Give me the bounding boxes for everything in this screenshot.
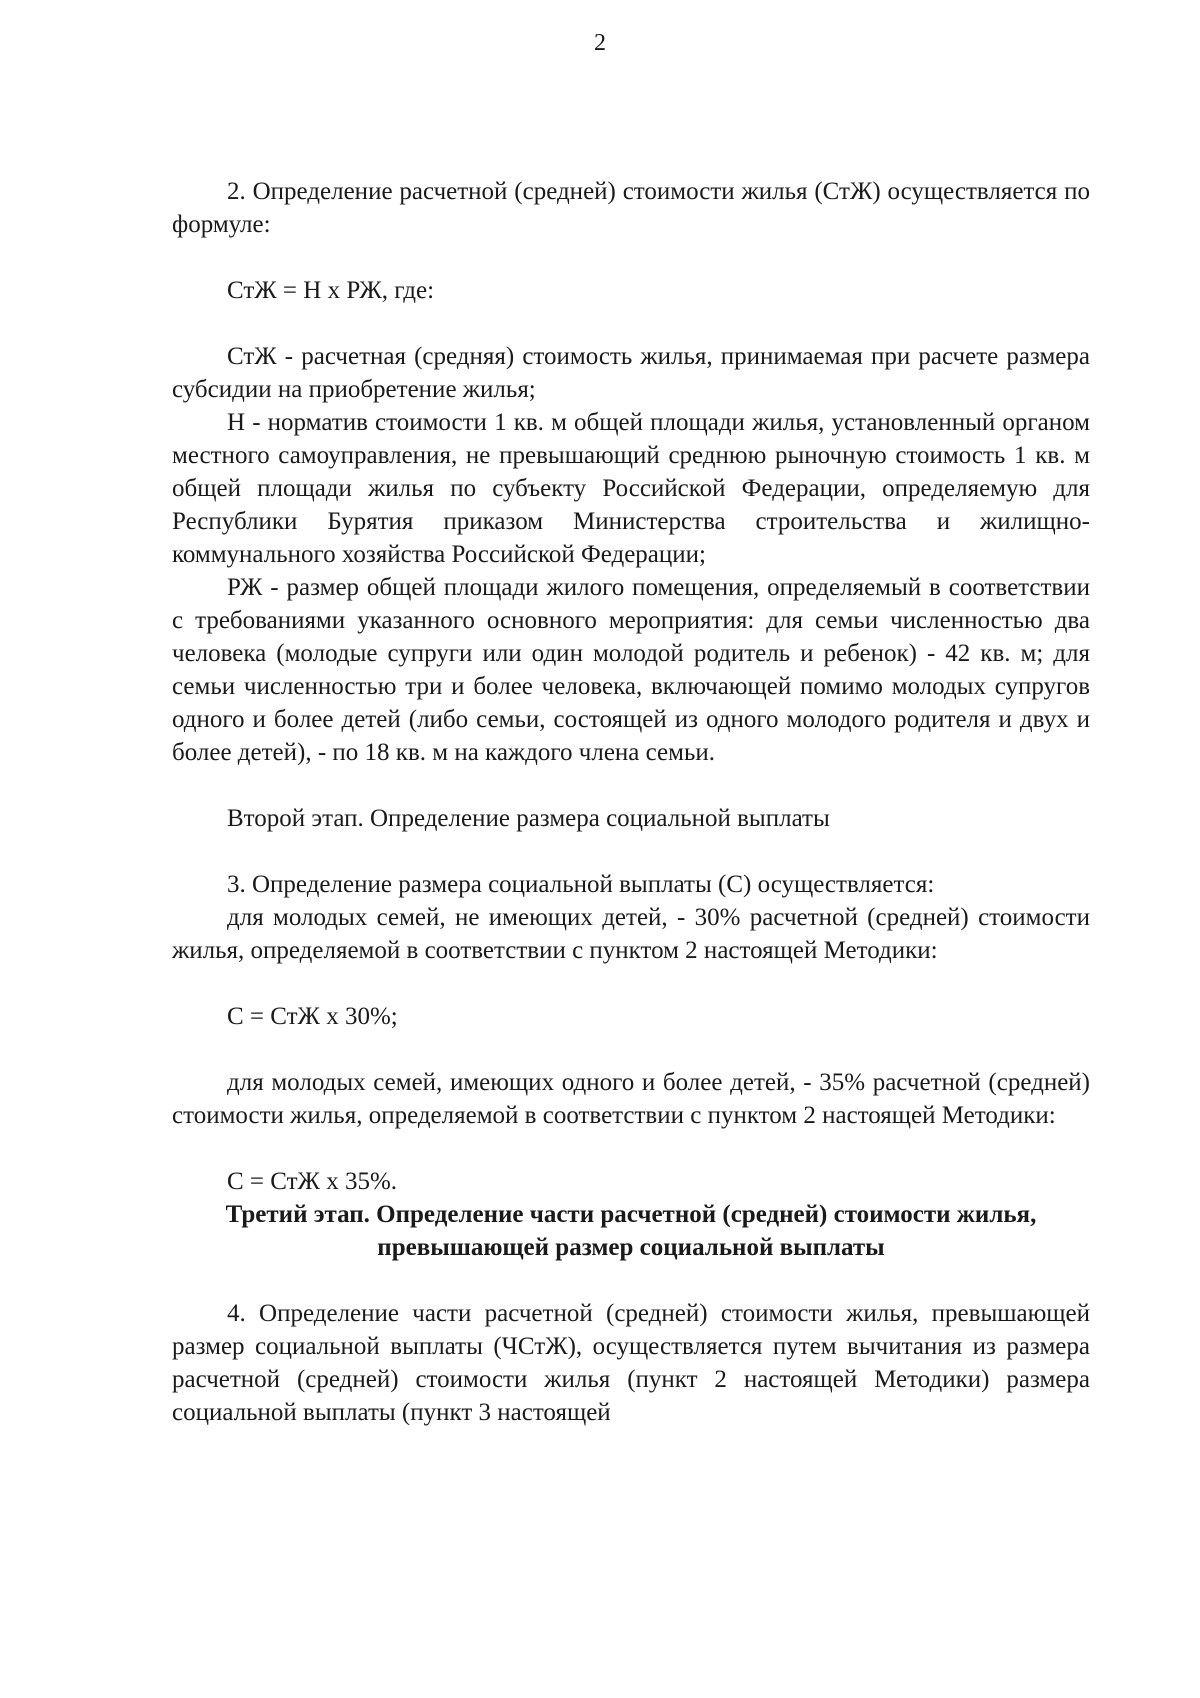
page-number: 2 — [594, 30, 606, 56]
section-heading: Третий этап. Определение части расчетной (средней) стоимости жилья, превышающей размер социальной выплаты — [225, 1201, 1037, 1261]
paragraph: РЖ - размер общей площади жилого помещения, определяемый в соответствии с требованиями указанного основного мероприятия: для семьи численностью два человека (молодые супруги или один молодой родитель и ребенок) - 42 кв. м; для семьи численностью три и более человека, включающей помимо молодых супругов одного и более детей (либо семьи, состоящей из одного молодого родителя и двух и более детей), - по 18 кв. м на каждого члена семьи. — [172, 574, 1090, 766]
paragraph: для молодых семей, не имеющих детей, - 30% расчетной (средней) стоимости жилья, определяемой в соответствии с пунктом 2 настоящей Методики: — [172, 904, 1090, 964]
paragraph: 2. Определение расчетной (средней) стоимости жилья (СтЖ) осуществляется по формуле: — [172, 178, 1090, 238]
formula-line: С = СтЖ х 30%; — [227, 1003, 398, 1030]
formula-line: Второй этап. Определение размера социальной выплаты — [227, 805, 830, 832]
paragraph: 4. Определение части расчетной (средней) стоимости жилья, превышающей размер социальной выплаты (ЧСтЖ), осуществляется путем вычитания из размера расчетной (средней) стоимости жилья (пункт 2 настоящей Методики) размера социальной выплаты (пункт 3 настоящей — [172, 1300, 1090, 1426]
paragraph: СтЖ - расчетная (средняя) стоимость жилья, принимаемая при расчете размера субсидии на приобретение жилья; — [172, 343, 1090, 403]
formula-line: С = СтЖ х 35%. — [227, 1168, 398, 1195]
formula-line: 3. Определение размера социальной выплаты (С) осуществляется: — [227, 871, 935, 898]
document-body — [172, 175, 1090, 1429]
formula-line: СтЖ = Н х РЖ, где: — [227, 277, 435, 304]
paragraph: Н - норматив стоимости 1 кв. м общей площади жилья, установленный органом местного самоуправления, не превышающий среднюю рыночную стоимость 1 кв. м общей площади жилья по субъекту Российской Федерации, определяемую для Республики Бурятия приказом Министерства строительства и жилищно-коммунального хозяйства Российской Федерации; — [172, 409, 1090, 568]
paragraph: для молодых семей, имеющих одного и более детей, - 35% расчетной (средней) стоимости жилья, определяемой в соответствии с пунктом 2 настоящей Методики: — [172, 1069, 1090, 1129]
